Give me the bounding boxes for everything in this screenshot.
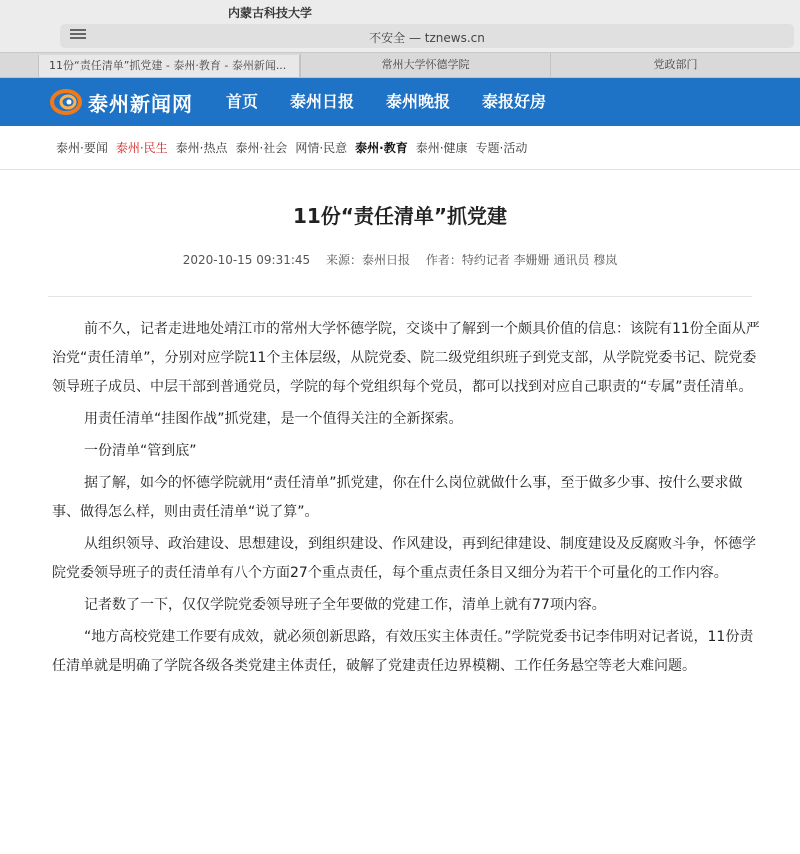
subnav-topics[interactable]: 专题·活动 bbox=[475, 141, 528, 155]
site-header bbox=[0, 78, 800, 126]
article-body bbox=[0, 297, 800, 681]
subnav-society[interactable]: 泰州·社会 bbox=[235, 141, 288, 155]
logo-text: 泰州新闻网 bbox=[88, 91, 193, 116]
paragraph: 前不久，记者走进地处靖江市的常州大学怀德学院，交谈中了解到一个颇具价值的信息：该院有11份全面从严治党“责任清单”，分别对应学院11个主体层级，从院党委、院二级党组织班子到党支部，从学院党委书记、院党委领导班子成员、中层干部到普通党员，学院的每个党组织每个党员，都可以找到对应自己职责的“专属”责任清单。 bbox=[52, 321, 760, 395]
tab-bar bbox=[0, 52, 800, 78]
nav-taizhou-daily[interactable]: 泰州日报 bbox=[290, 92, 355, 111]
address-bar[interactable] bbox=[60, 24, 794, 48]
security-label: 不安全 bbox=[369, 31, 406, 45]
logo-swirl-icon bbox=[50, 87, 86, 117]
toolbar bbox=[0, 22, 800, 52]
paragraph: 用责任清单“挂图作战”抓党建，是一个值得关注的全新探索。 bbox=[84, 411, 463, 427]
site-logo[interactable] bbox=[50, 86, 193, 118]
paragraph: 记者数了一下，仅仅学院党委领导班子全年要做的党建工作，清单上就有77项内容。 bbox=[84, 597, 606, 613]
subnav-livelihood[interactable]: 泰州·民生 bbox=[115, 141, 168, 155]
nav-home[interactable]: 首页 bbox=[226, 92, 259, 111]
nav-housing[interactable]: 泰报好房 bbox=[482, 92, 547, 111]
subnav-news[interactable]: 泰州·要闻 bbox=[56, 141, 108, 155]
paragraph: 据了解，如今的怀德学院就用“责任清单”抓党建，你在什么岗位就做什么事，至于做多少事、按什么要求做事、做得怎么样，则由责任清单“说了算”。 bbox=[52, 475, 743, 520]
nav-taizhou-evening[interactable]: 泰州晚报 bbox=[386, 92, 451, 111]
article-meta bbox=[0, 251, 800, 268]
subnav-education[interactable]: 泰州·教育 bbox=[355, 141, 408, 155]
subnav-health[interactable]: 泰州·健康 bbox=[415, 141, 468, 155]
section-heading: 一份清单“管到底” bbox=[84, 443, 197, 459]
tab-article[interactable]: 11份“责任清单”抓党建 - 泰州·教育 - 泰州新闻... bbox=[38, 55, 300, 77]
url-display[interactable] bbox=[60, 29, 794, 46]
tab-huaide[interactable]: 常州大学怀德学院 bbox=[300, 53, 550, 77]
article-source: 来源：泰州日报 bbox=[325, 253, 410, 267]
paragraph: “地方高校党建工作要有成效，就必须创新思路，有效压实主体责任。”学院党委书记李伟明对记者说，11份责任清单就是明确了学院各级各类党建主体责任，破解了党建责任边界模糊、工作任务悬空等老大难问题。 bbox=[52, 629, 754, 674]
subnav-opinion[interactable]: 网情·民意 bbox=[295, 141, 348, 155]
main-nav bbox=[226, 78, 578, 126]
tab-party-dept[interactable]: 党政部门 bbox=[550, 53, 800, 77]
url-separator: — bbox=[408, 31, 425, 45]
window-titlebar bbox=[0, 0, 800, 22]
window-title: 内蒙古科技大学 bbox=[228, 6, 313, 20]
subnav-hot[interactable]: 泰州·热点 bbox=[175, 141, 228, 155]
sub-nav bbox=[0, 126, 800, 170]
article-title: 11份“责任清单”抓党建 bbox=[292, 204, 508, 228]
url-text: tznews.cn bbox=[424, 31, 485, 45]
article-datetime: 2020-10-15 09:31:45 bbox=[182, 253, 311, 267]
paragraph: 从组织领导、政治建设、思想建设，到组织建设、作风建设，再到纪律建设、制度建设及反腐败斗争，怀德学院党委领导班子的责任清单有八个方面27个重点责任，每个重点责任条目又细分为若干个可量化的工作内容。 bbox=[52, 536, 756, 581]
article-author: 作者：特约记者 李姗姗 通讯员 穆岚 bbox=[425, 253, 618, 267]
